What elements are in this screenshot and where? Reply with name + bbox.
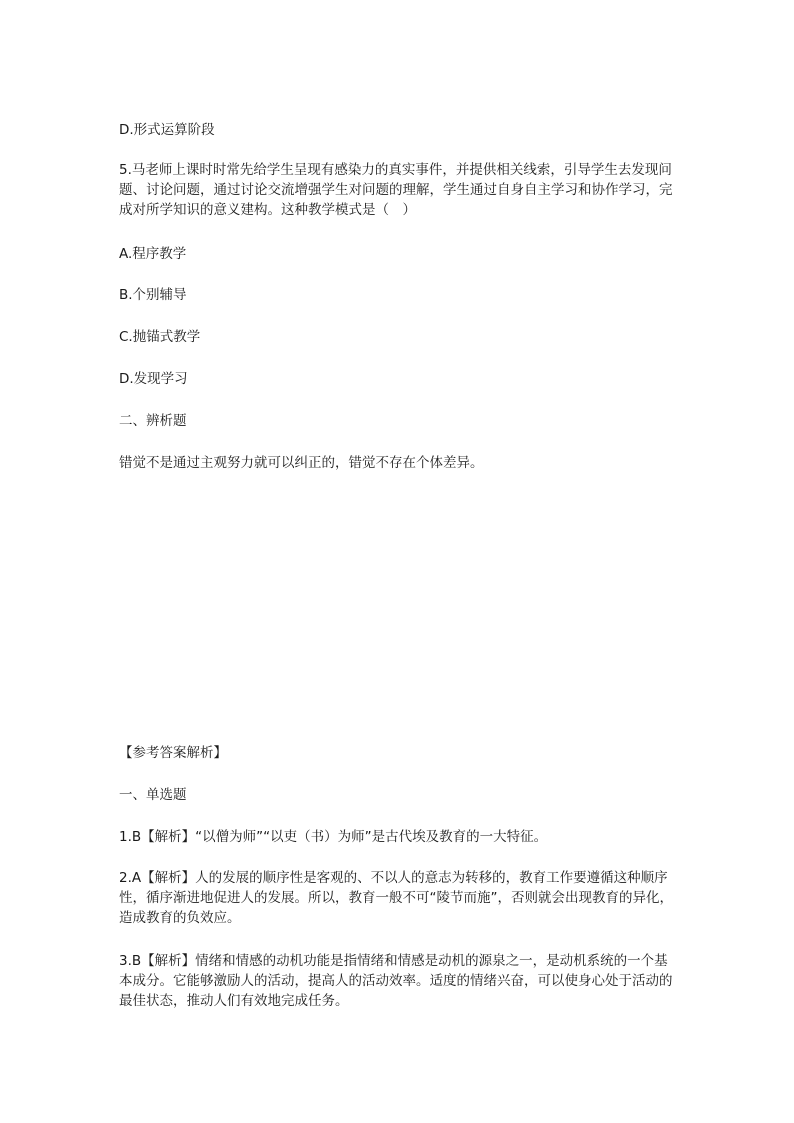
answers-title: 【参考答案解析】 — [119, 745, 227, 761]
section2-title: 二、辨析题 — [119, 413, 187, 429]
q5-option-b: B.个别辅导 — [119, 287, 187, 303]
section2-statement: 错觉不是通过主观努力就可以纠正的，错觉不存在个体差异。 — [119, 455, 484, 471]
q5-option-c: C.抛锚式教学 — [119, 329, 201, 345]
answer-2: 2.A【解析】人的发展的顺序性是客观的、不以人的意志为转移的，教育工作要遵循这种顺序性，循序渐进地促进人的发展。所以，教育一般不可“陵节而施”，否则就会出现教育的异化，造成教育的负效应。 — [119, 870, 673, 926]
answer-3: 3.B【解析】情绪和情感的动机功能是指情绪和情感是动机的源泉之一，是动机系统的一个基本成分。它能够激励人的活动，提高人的活动效率。适度的情绪兴奋，可以使身心处于活动的最佳状态，推动人们有效地完成任务。 — [119, 953, 673, 1009]
q5-option-d: D.发现学习 — [119, 371, 188, 387]
q5-option-a: A.程序教学 — [119, 246, 187, 262]
q4-option-d: D.形式运算阶段 — [119, 122, 215, 138]
answers-section1-title: 一、单选题 — [119, 787, 187, 803]
q5-stem: 5.马老师上课时时常先给学生呈现有感染力的真实事件，并提供相关线索，引导学生去发现问题、讨论问题，通过讨论交流增强学生对问题的理解，学生通过自身自主学习和协作学习，完成对所学知识的意义建构。这种教学模式是（ ） — [119, 162, 673, 218]
answer-1: 1.B【解析】“以僧为师”“以吏（书）为师”是古代埃及教育的一大特征。 — [119, 829, 548, 845]
